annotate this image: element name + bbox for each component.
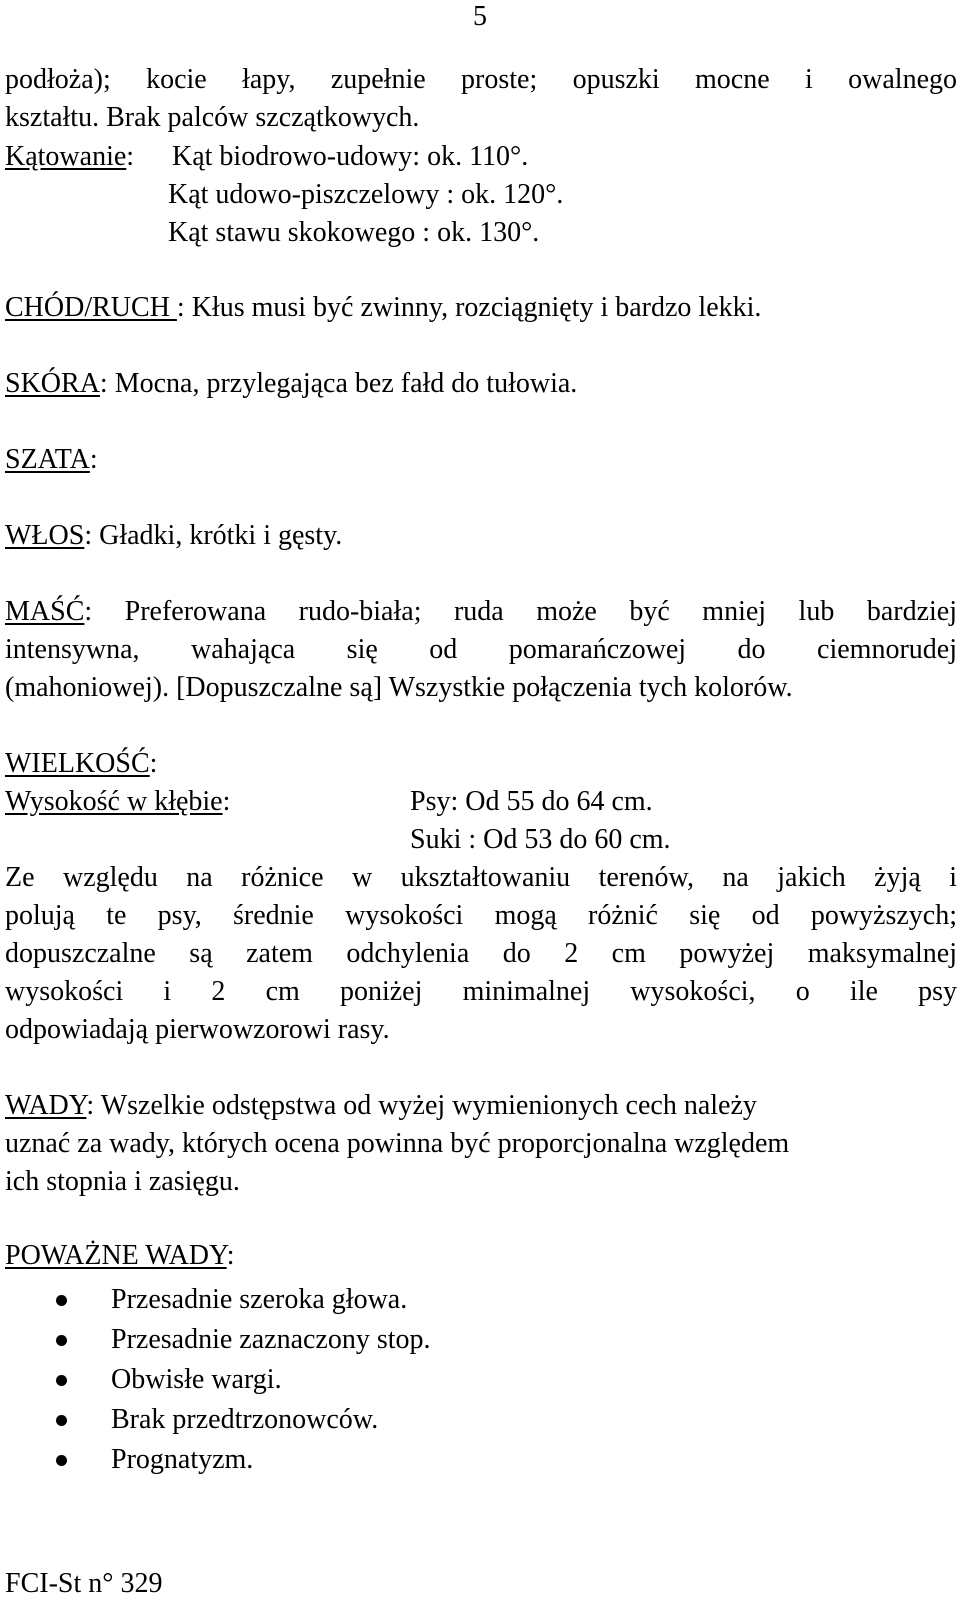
serious-faults-colon: : (226, 1240, 235, 1271)
faults-text-1: : Wszelkie odstępstwa od wyżej wymienionych cech należy (86, 1090, 757, 1121)
list-item: Obwisłe wargi. (111, 1364, 282, 1395)
coat-row (5, 443, 98, 477)
gait-text: : Kłus musi być zwinny, rozciągnięty i bardzo lekki. (176, 292, 762, 323)
list-item: Przesadnie szeroka głowa. (111, 1284, 408, 1315)
coat-colon: : (89, 444, 98, 475)
hair-row (5, 519, 342, 553)
size-note-line-1: Ze względu na różnice w ukształtowaniu terenów, na jakich żyją i (5, 862, 957, 893)
list-item: Brak przedtrzonowców. (111, 1404, 379, 1435)
paws-line-2: kształtu. Brak palców szczątkowych. (5, 102, 420, 133)
faults-line-1 (5, 1089, 757, 1123)
size-note-line-4: wysokości i 2 cm poniżej minimalnej wysokości, o ile psy (5, 976, 957, 1007)
bullet-icon (56, 1335, 67, 1346)
bullet-icon (56, 1455, 67, 1466)
skin-heading: SKÓRA (5, 368, 100, 399)
bullet-icon (56, 1415, 67, 1426)
hair-heading: WŁOS (5, 520, 85, 551)
faults-line-3: ich stopnia i zasięgu. (5, 1166, 240, 1197)
gait-row (5, 291, 761, 325)
height-label: Wysokość w kłębie (5, 786, 223, 817)
height-row (5, 785, 230, 819)
serious-faults-row (5, 1239, 234, 1273)
skin-text: : Mocna, przylegająca bez fałd do tułowia. (99, 368, 578, 399)
height-dogs: Psy: Od 55 do 64 cm. (410, 786, 653, 817)
size-note-line-5: odpowiadają pierwowzorowi rasy. (5, 1014, 390, 1045)
gait-heading: CHÓD/RUCH (5, 292, 177, 323)
angulation-row (5, 140, 134, 174)
bullet-icon (56, 1375, 67, 1386)
angulation-colon: : (126, 141, 135, 172)
height-bitches: Suki : Od 53 do 60 cm. (410, 824, 671, 855)
hair-text: : Gładki, krótki i gęsty. (84, 520, 343, 551)
list-item: Prognatyzm. (111, 1444, 254, 1475)
list-item: Przesadnie zaznaczony stop. (111, 1324, 431, 1355)
size-colon: : (149, 748, 158, 779)
colour-line-1 (5, 595, 957, 629)
angulation-hip: Kąt biodrowo-udowy: ok. 110°. (172, 141, 529, 172)
height-colon: : (222, 786, 231, 817)
coat-heading: SZATA (5, 444, 90, 475)
faults-line-2: uznać za wady, których ocena powinna być proporcjonalna względem (5, 1128, 790, 1159)
size-note-line-3: dopuszczalne są zatem odchylenia do 2 cm powyżej maksymalnej (5, 938, 957, 969)
colour-line-2: intensywna, wahająca się od pomarańczowej do ciemnorudej (5, 634, 957, 665)
colour-heading: MAŚĆ (5, 596, 85, 627)
angulation-heading: Kątowanie (5, 141, 127, 172)
footer-standard-number: FCI-St n° 329 (5, 1568, 163, 1599)
colour-line-3: (mahoniowej). [Dopuszczalne są] Wszystkie połączenia tych kolorów. (5, 672, 793, 703)
angulation-hock: Kąt stawu skokowego : ok. 130°. (168, 217, 540, 248)
skin-row (5, 367, 577, 401)
size-heading: WIELKOŚĆ (5, 748, 150, 779)
size-note-line-2: polują te psy, średnie wysokości mogą różnić się od powyższych; (5, 900, 957, 931)
bullet-icon (56, 1295, 67, 1306)
serious-faults-heading: POWAŻNE WADY (5, 1240, 227, 1271)
page-number: 5 (473, 1, 487, 32)
faults-heading: WADY (5, 1090, 87, 1121)
size-row (5, 747, 157, 781)
angulation-knee: Kąt udowo-piszczelowy : ok. 120°. (168, 179, 564, 210)
colour-text-1: : Preferowana rudo-biała; ruda może być mniej lub bardziej (84, 596, 957, 627)
paws-line-1: podłoża); kocie łapy, zupełnie proste; opuszki mocne i owalnego (5, 64, 957, 95)
